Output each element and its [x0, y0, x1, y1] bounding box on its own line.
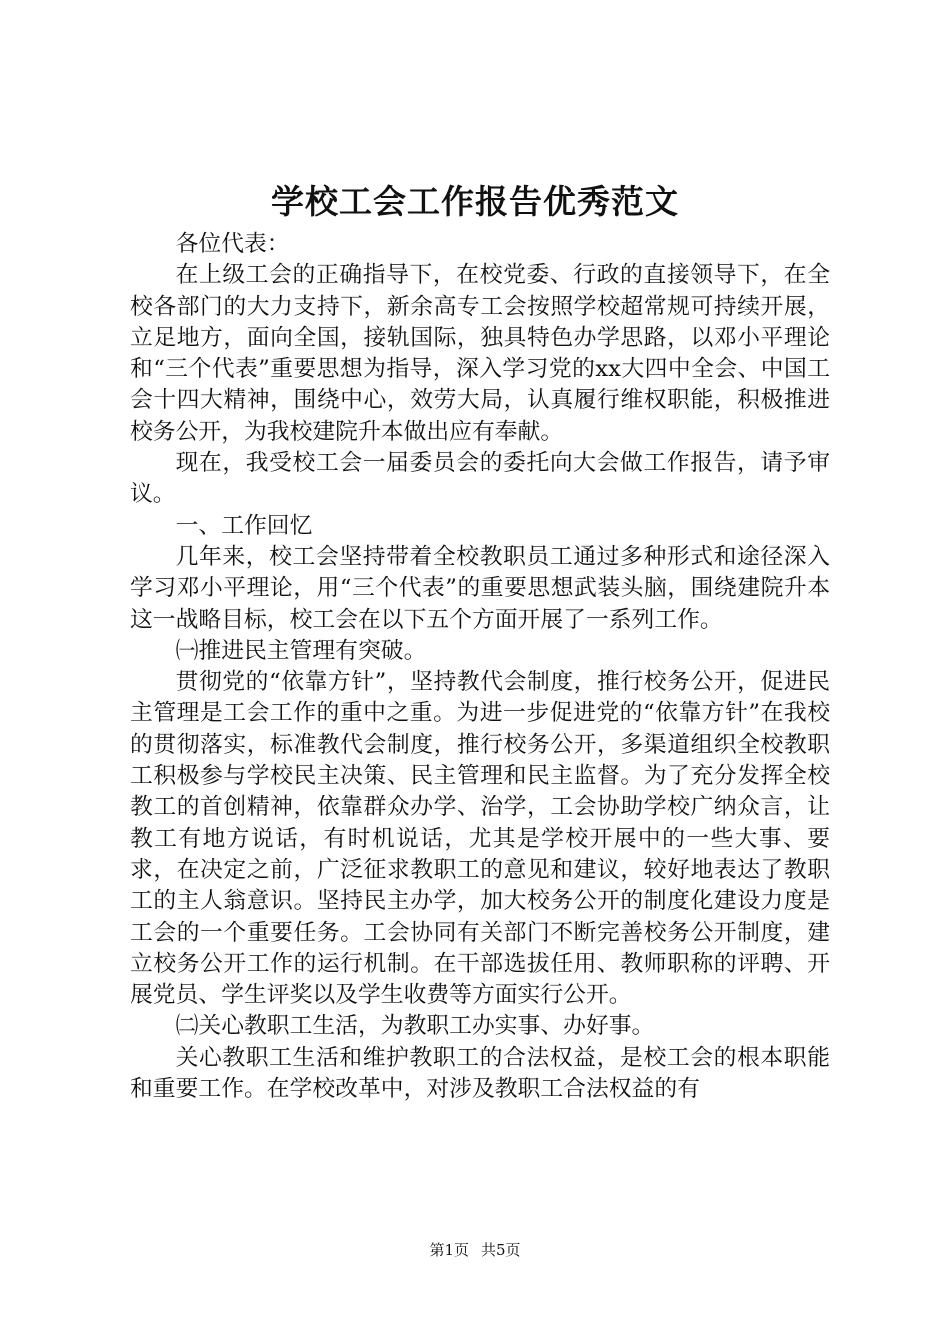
paragraph-review-summary: 几年来，校工会坚持带着全校教职员工通过多种形式和途径深入学习邓小平理论，用“三个代表”的重要思想武装头脑，围绕建院升本这一战略目标，校工会在以下五个方面开展了一系列工作。	[130, 543, 830, 633]
subheading-democratic-management: ㈠推进民主管理有突破。	[175, 637, 427, 664]
section-heading-review: 一、工作回忆	[175, 512, 313, 539]
document-body	[130, 229, 830, 1105]
subheading-staff-welfare: ㈡关心教职工生活，为教职工办实事、办好事。	[175, 1013, 655, 1040]
salutation: 各位代表：	[175, 231, 290, 257]
document-title: 学校工会工作报告优秀范文	[271, 182, 679, 221]
page-total: 共5页	[481, 1241, 521, 1259]
paragraph-intro: 在上级工会的正确指导下，在校党委、行政的直接领导下，在全校各部门的大力支持下，新余高专工会按照学校超常规可持续开展，立足地方，面向全国，接轨国际，独具特色办学思路，以邓小平理论和“三个代表”重要思想为指导，深入学习党的xx大四中全会、中国工会十四大精神，围绕中心，效劳大局，认真履行维权职能，积极推进校务公开，为我校建院升本做出应有奉献。	[130, 262, 830, 445]
page-footer	[0, 1240, 950, 1260]
paragraph-staff-welfare: 关心教职工生活和维护教职工的合法权益，是校工会的根本职能和重要工作。在学校改革中，对涉及教职工合法权益的有	[130, 1044, 830, 1103]
paragraph-democratic-management: 贯彻党的“依靠方针”，坚持教代会制度，推行校务公开，促进民主管理是工会工作的重中之重。为进一步促进党的“依靠方针”在我校的贯彻落实，标准教代会制度，推行校务公开，多渠道组织全校教职工积极参与学校民主决策、民主管理和民主监督。为了充分发挥全校教工的首创精神，依靠群众办学、治学，工会协助学校广纳众言，让教工有地方说话，有时机说话，尤其是学校开展中的一些大事、要求，在决定之前，广泛征求教职工的意见和建议，较好地表达了教职工的主人翁意识。坚持民主办学，加大校务公开的制度化建设力度是工会的一个重要任务。工会协同有关部门不断完善校务公开制度，建立校务公开工作的运行机制。在干部选拔任用、教师职称的评聘、开展党员、学生评奖以及学生收费等方面实行公开。	[130, 669, 830, 1009]
page-number: 第1页	[429, 1241, 469, 1259]
paragraph-report-request: 现在，我受校工会一届委员会的委托向大会做工作报告，请予审议。	[130, 450, 830, 508]
